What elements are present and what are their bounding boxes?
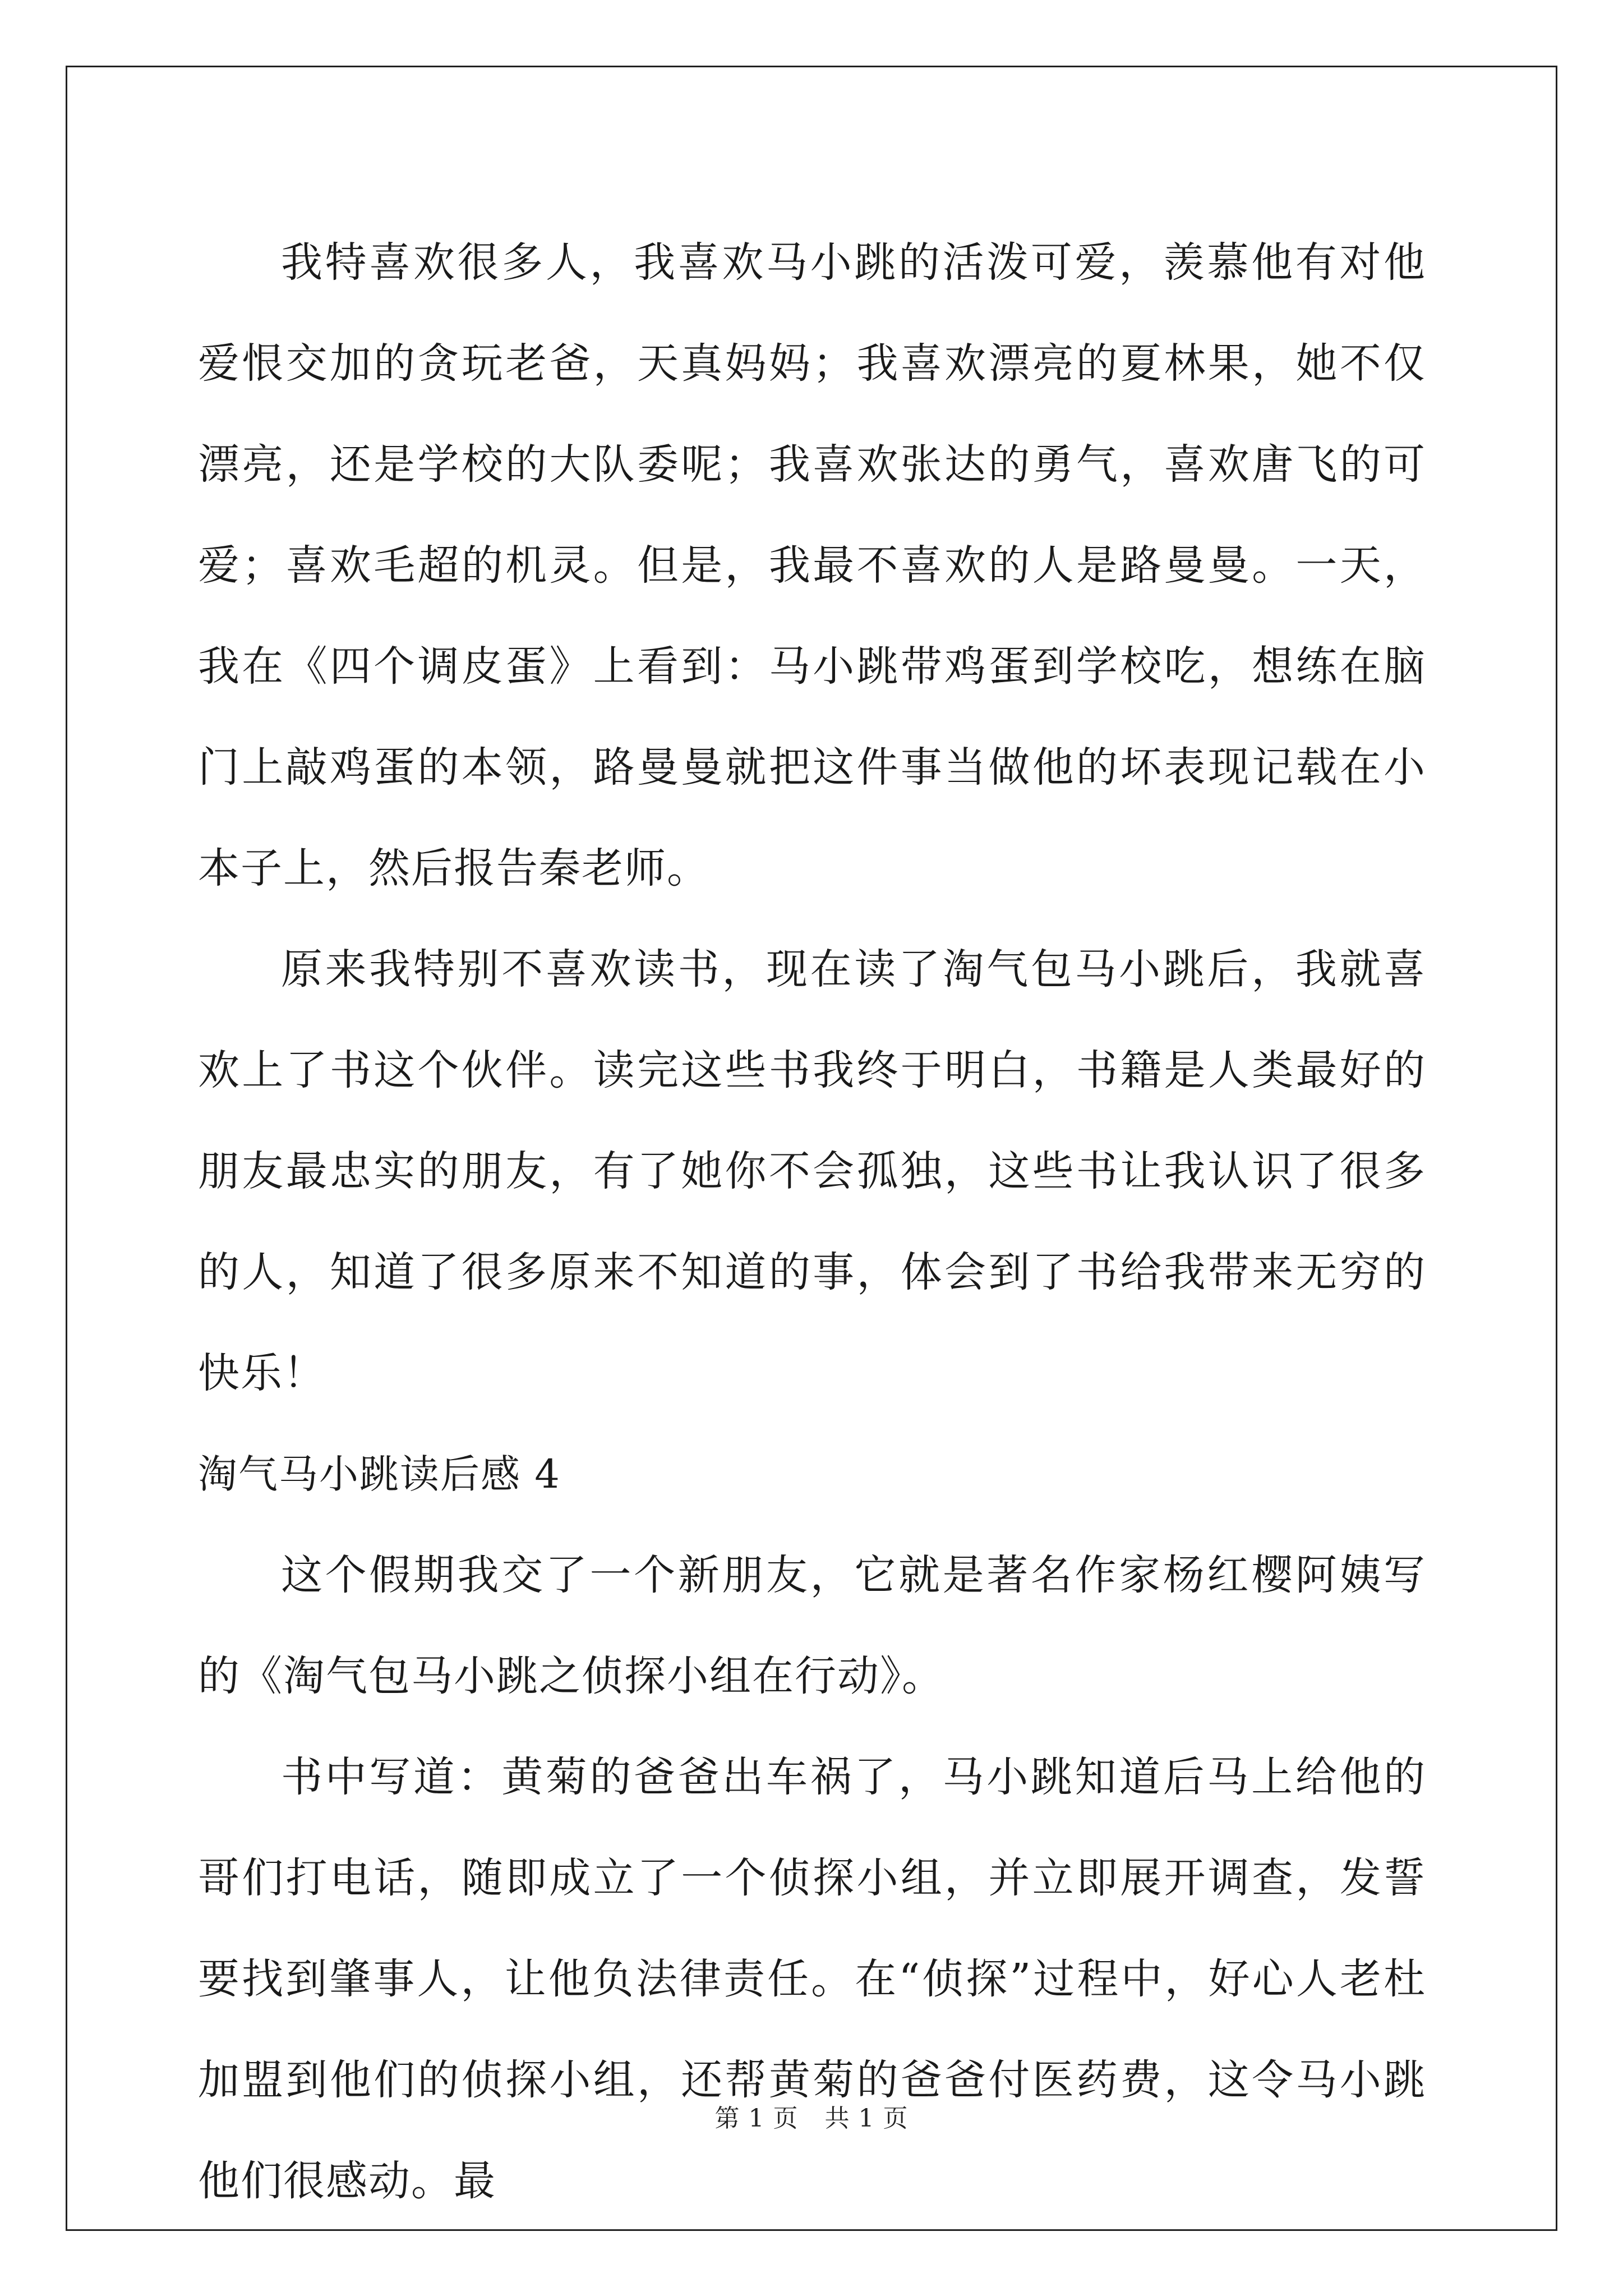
paragraph-4: 书中写道：黄菊的爸爸出车祸了，马小跳知道后马上给他的哥们打电话，随即成立了一个侦探小组，并立即展开调查，发誓要找到肇事人，让他负法律责任。在“侦探”过程中，好心人老杜加盟到他们的侦探小组，还帮黄菊的爸爸付医药费，这令马小跳他们很感动。最 (198, 1753, 1426, 2205)
section-title: 淘气马小跳读后感 4 (198, 1451, 561, 1497)
paragraph-3: 这个假期我交了一个新朋友，它就是著名作家杨红樱阿姨写的《淘气包马小跳之侦探小组在行动》。 (198, 1551, 1426, 1700)
page-number: 第 1 页 (714, 2104, 799, 2133)
page-total: 共 1 页 (824, 2104, 909, 2133)
paragraph-1: 我特喜欢很多人，我喜欢马小跳的活泼可爱，羡慕他有对他爱恨交加的贪玩老爸，天真妈妈；我喜欢漂亮的夏林果，她不仅漂亮，还是学校的大队委呢；我喜欢张达的勇气，喜欢唐飞的可爱；喜欢毛超的机灵。但是，我最不喜欢的人是路曼曼。一天，我在《四个调皮蛋》上看到：马小跳带鸡蛋到学校吃，想练在脑门上敲鸡蛋的本领，路曼曼就把这件事当做他的坏表现记载在小本子上，然后报告秦老师。 (198, 238, 1426, 892)
page-footer (0, 2098, 1623, 2134)
paragraph-2: 原来我特别不喜欢读书，现在读了淘气包马小跳后，我就喜欢上了书这个伙伴。读完这些书我终于明白，书籍是人类最好的朋友最忠实的朋友，有了她你不会孤独，这些书让我认识了很多的人，知道了很多原来不知道的事，体会到了书给我带来无穷的快乐！ (198, 945, 1426, 1397)
document-body (198, 212, 1426, 2231)
